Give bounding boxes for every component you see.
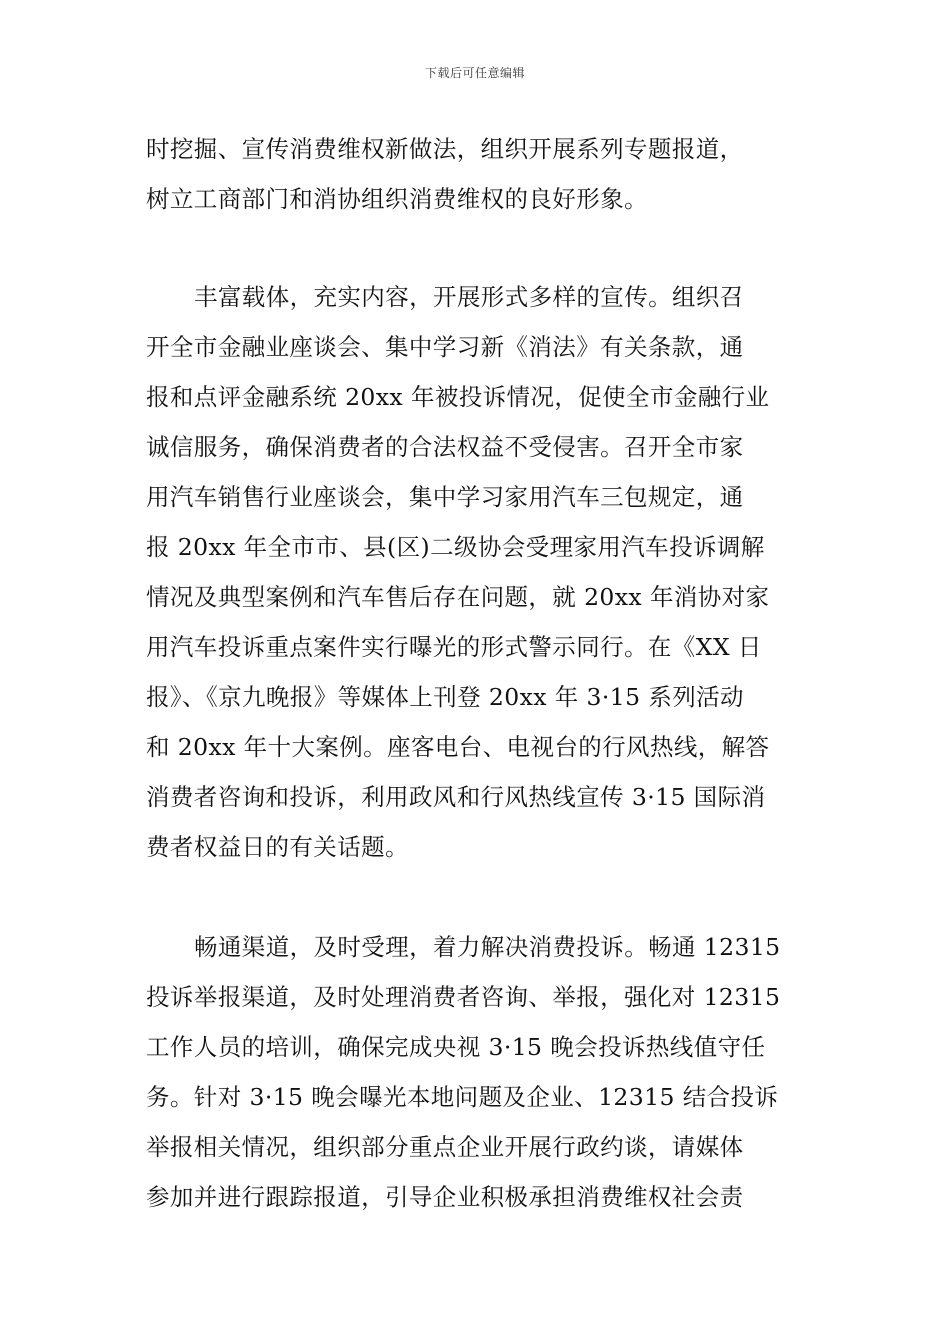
paragraph-3 [146, 922, 806, 1222]
text-line: 报和点评金融系统 20xx 年被投诉情况，促使全市金融行业 [146, 383, 770, 411]
text-line: 举报相关情况，组织部分重点企业开展行政约谈，请媒体 [146, 1133, 744, 1161]
text-line: 丰富载体，充实内容，开展形式多样的宣传。组织召 [194, 283, 744, 311]
text-line: 消费者咨询和投诉，利用政风和行风热线宣传 3·15 国际消 [146, 783, 766, 811]
text-line: 报 20xx 年全市市、县(区)二级协会受理家用汽车投诉调解 [146, 533, 765, 561]
page-header: 下载后可任意编辑 [424, 66, 525, 80]
text-line: 投诉举报渠道，及时处理消费者咨询、举报，强化对 12315 [146, 983, 781, 1011]
text-line: 畅通渠道，及时受理，着力解决消费投诉。畅通 12315 [194, 933, 781, 961]
text-line: 树立工商部门和消协组织消费维权的良好形象。 [146, 185, 648, 213]
paragraph-1 [146, 124, 806, 224]
text-line: 报》、《京九晚报》等媒体上刊登 20xx 年 3·15 系列活动 [146, 683, 744, 711]
text-line: 时挖掘、宣传消费维权新做法，组织开展系列专题报道， [146, 135, 744, 163]
text-line: 诚信服务，确保消费者的合法权益不受侵害。召开全市家 [146, 433, 744, 461]
text-line: 情况及典型案例和汽车售后存在问题，就 20xx 年消协对家 [146, 583, 770, 611]
text-line: 费者权益日的有关话题。 [146, 833, 409, 861]
text-line: 参加并进行跟踪报道，引导企业积极承担消费维权社会责 [146, 1183, 744, 1211]
text-line: 用汽车投诉重点案件实行曝光的形式警示同行。在《XX 日 [146, 633, 762, 661]
text-line: 和 20xx 年十大案例。座客电台、电视台的行风热线，解答 [146, 733, 770, 761]
paragraph-2 [146, 272, 806, 872]
text-line: 工作人员的培训，确保完成央视 3·15 晚会投诉热线值守任 [146, 1033, 766, 1061]
text-line: 开全市金融业座谈会、集中学习新《消法》有关条款，通 [146, 333, 744, 361]
text-line: 务。针对 3·15 晚会曝光本地问题及企业、12315 结合投诉 [146, 1083, 779, 1111]
text-line: 用汽车销售行业座谈会，集中学习家用汽车三包规定，通 [146, 483, 744, 511]
